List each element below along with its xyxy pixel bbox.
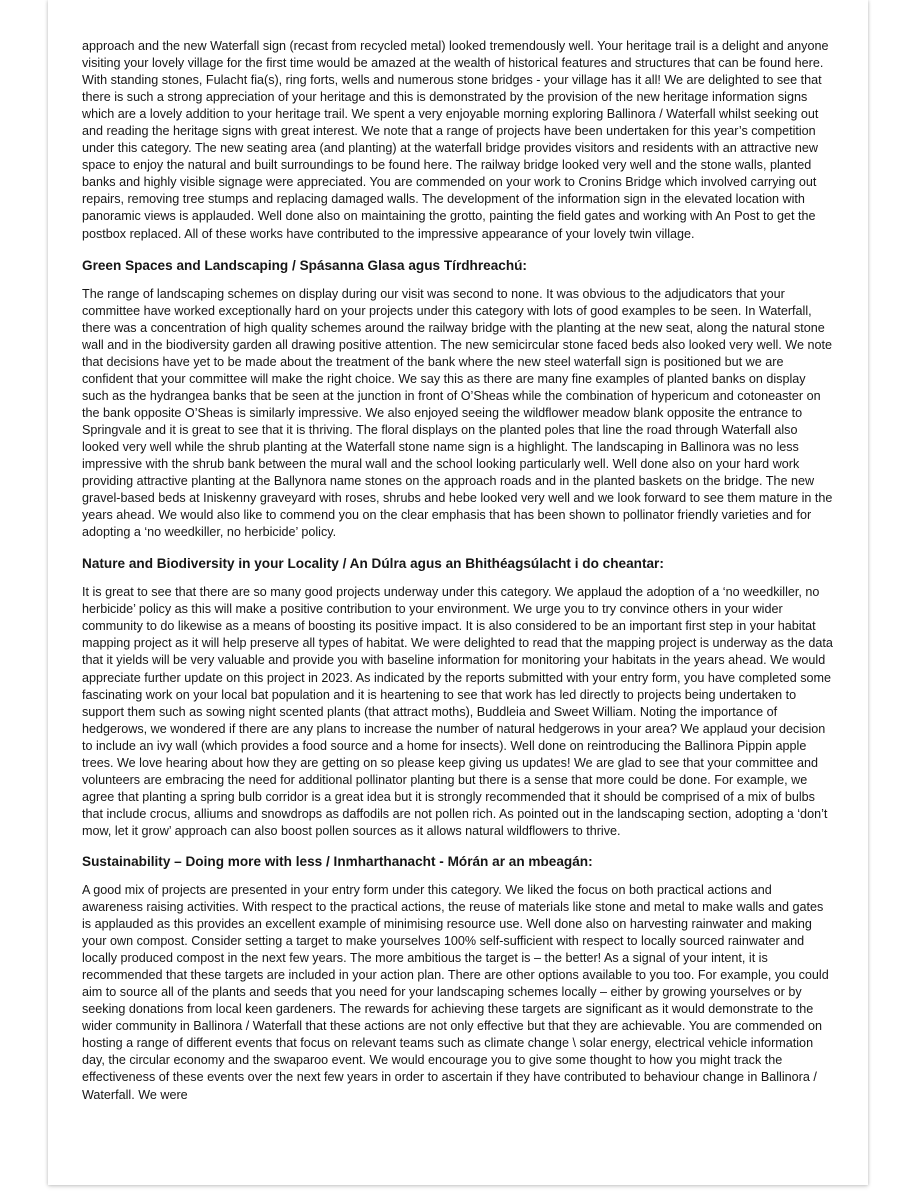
section-heading-nature-biodiversity: Nature and Biodiversity in your Locality / An Dúlra agus an Bhithéagsúlacht i do cheantar: [82,556,664,572]
intro-paragraph: approach and the new Waterfall sign (recast from recycled metal) looked tremendously well. Your heritage trail is a delight and anyone visiting your lovely village for the first time would be amazed at the wealth of historical features and structures that can be found here. With standing stones, Fulacht fia(s), ring forts, wells and numerous stone bridges - your village has it all! We are delighted to see that there is such a strong appreciation of your heritage and this is demonstrated by the provision of the new heritage information signs which are a lovely addition to your heritage trail. We spent a very enjoyable morning exploring Ballinora / Waterfall whilst seeking out and reading the heritage signs with great interest. We note that a range of projects have been undertaken for this year’s competition under this category. The new seating area (and planting) at the waterfall bridge provides visitors and residents with an attractive new space to enjoy the natural and built surroundings to be found here. The railway bridge looked very well and the stone walls, planted banks and highly visible signage were appreciated. You are commended on your work to Cronins Bridge which involved carrying out repairs, removing tree stumps and replacing damaged walls. The development of the information sign in the elevated location with panoramic views is applauded. Well done also on maintaining the grotto, painting the field gates and working with An Post to get the postbox replaced. All of these works have contributed to the impressive appearance of your lovely twin village. [82,39,829,241]
section-body-sustainability: A good mix of projects are presented in your entry form under this category. We liked the focus on both practical actions and awareness raising activities. With respect to the practical actions, the reuse of materials like stone and metal to make walls and gates is applauded as this provides an excellent example of minimising resource use. Well done also on harvesting rainwater and making your own compost. Consider setting a target to make yourselves 100% self-sufficient with respect to locally sourced rainwater and locally produced compost in the next few years. The more ambitious the target is – the better! As a signal of your intent, it is recommended that these targets are included in your action plan. There are other options available to you too. For example, you could aim to source all of the plants and seeds that you need for your landscaping schemes locally – either by growing yourselves or by seeking donations from local keen gardeners. The rewards for achieving these targets are significant as it would demonstrate to the wider community in Ballinora / Waterfall that these actions are not only effective but that they are achievable. You are commended on hosting a range of different events that focus on relevant teams such as climate change \ solar energy, electrical vehicle information day, the circular economy and the swaparoo event. We would encourage you to give some thought to how you might track the effectiveness of these events over the next few years in order to ascertain if they have contributed to behaviour change in Ballinora / Waterfall. We were [82,882,829,1102]
document-body [82,38,834,1104]
section-body-nature-biodiversity: It is great to see that there are so many good projects underway under this category. We applaud the adoption of a ‘no weedkiller, no herbicide’ policy as this will make a positive contribution to your environment. We urge you to try convince others in your wider community to do likewise as a means of boosting its positive impact. It is also considered to be an important first step in your habitat mapping project as it will help preserve all types of habitat. We were delighted to read that the mapping project is underway as the data that it yields will be very valuable and provide you with baseline information for monitoring your habitats in the years ahead. We would appreciate further update on this project in 2023. As indicated by the reports submitted with your entry form, you have completed some fascinating work on your local bat population and it is heartening to see that work has led directly to projects being undertaken to support them such as sowing night scented plants (that attract moths), Buddleia and Sweet William. Noting the importance of hedgerows, we wondered if there are any plans to increase the number of natural hedgerows in your area? We applaud your decision to include an ivy wall (which provides a food source and a home for insects). Well done on reintroducing the Ballinora Pippin apple trees. We love hearing about how they are getting on so please keep giving us updates! We are glad to see that your committee and volunteers are embracing the need for additional pollinator planting but there is a sense that more could be done. For example, we agree that planting a spring bulb corridor is a great idea but it is strongly recommended that it should be comprised of a mix of bulbs that include crocus, alliums and snowdrops as daffodils are not pollen rich. As pointed out in the landscaping section, adopting a ‘don’t mow, let it grow’ approach can also boost pollen sources as it allows natural wildflowers to thrive. [82,585,833,838]
section-body-green-spaces: The range of landscaping schemes on display during our visit was second to none. It was obvious to the adjudicators that your committee have worked exceptionally hard on your projects under this category with lots of good examples to be seen. In Waterfall, there was a concentration of high quality schemes around the railway bridge with the planting at the new seat, along the natural stone wall and in the biodiversity garden all drawing positive attention. The new semicircular stone faced beds also looked very well. We note that decisions have yet to be made about the treatment of the bank where the new steel waterfall sign is positioned but we are confident that your committee will make the right choice. We say this as there are many fine examples of planted banks on display such as the hydrangea banks that be seen at the junction in front of O’Sheas while the combination of hypericum and cotoneaster on the bank opposite O’Sheas is similarly impressive. We also enjoyed seeing the wildflower meadow blank opposite the entrance to Springvale and it is great to see that it is thriving. The floral displays on the planted poles that line the road through Waterfall also looked very well while the shrub planting at the Waterfall stone name sign is a highlight. The landscaping in Ballinora was no less impressive with the shrub bank between the mural wall and the school looking particularly well. Well done also on your hard work providing attractive planting at the Ballynora name stones on the approach roads and in the planted baskets on the bridge. The new gravel-based beds at Iniskenny graveyard with roses, shrubs and hebe looked very well and we look forward to see them mature in the years ahead. We would also like to commend you on the clear emphasis that has been shown to pollinator friendly varieties and for adopting a ‘no weedkiller, no herbicide’ policy. [82,286,833,540]
section-heading-green-spaces: Green Spaces and Landscaping / Spásanna Glasa agus Tírdhreachú: [82,257,527,273]
section-heading-sustainability: Sustainability – Doing more with less / Inmharthanacht - Mórán ar an mbeagán: [82,853,593,869]
